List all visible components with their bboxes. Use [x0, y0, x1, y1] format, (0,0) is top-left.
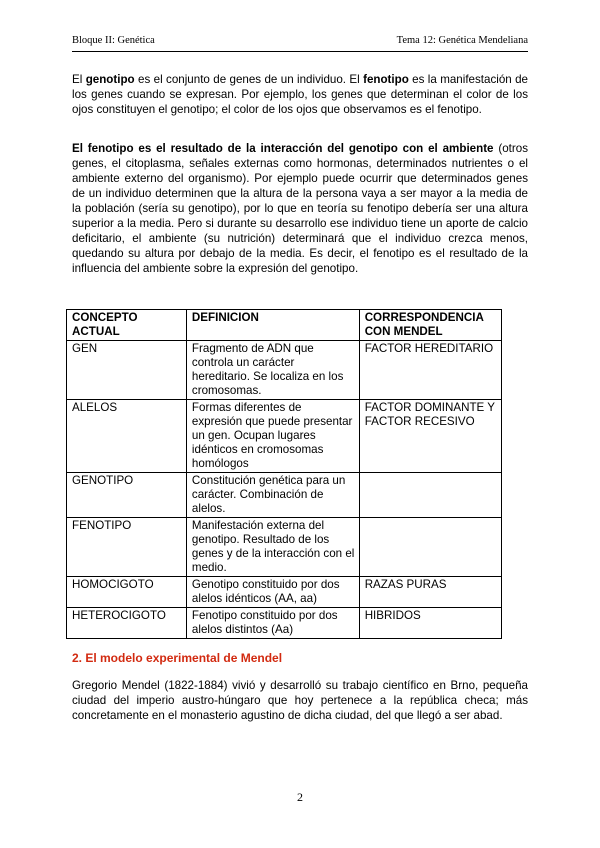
term-genotipo: genotipo — [85, 73, 135, 86]
table-row — [67, 400, 502, 473]
definition-cell: Fenotipo constituido por dos alelos distintos (Aa) — [186, 608, 359, 639]
concept-cell: FENOTIPO — [67, 518, 187, 577]
interaction-paragraph — [72, 141, 528, 276]
definition-cell: Formas diferentes de expresión que puede presentar un gen. Ocupan lugares idénticos en cromosomas homólogos — [186, 400, 359, 473]
table-header-row — [67, 310, 502, 341]
page-number: 2 — [297, 790, 303, 804]
intro-text-1: El — [72, 73, 86, 86]
concepts-table — [66, 309, 502, 639]
header-definicion: DEFINICION — [186, 310, 359, 341]
intro-text-3: es la manifestación de los genes cuando se expresan. Por ejemplo, los genes que determinan el color de los ojos constituyen el genotipo; el color de los ojos que observamos es el fenotipo. — [72, 73, 528, 116]
mendel-cell — [359, 473, 501, 518]
term-fenotipo: fenotipo — [363, 73, 409, 86]
header-correspondencia: CORRESPONDENCIA CON MENDEL — [359, 310, 501, 341]
header-rule — [72, 51, 528, 52]
mendel-cell: FACTOR DOMINANTE Y FACTOR RECESIVO — [359, 400, 501, 473]
header-concepto: CONCEPTO ACTUAL — [67, 310, 187, 341]
concept-cell: GEN — [67, 341, 187, 400]
concept-cell: GENOTIPO — [67, 473, 187, 518]
concept-cell: ALELOS — [67, 400, 187, 473]
concept-cell: HOMOCIGOTO — [67, 577, 187, 608]
table-row — [67, 518, 502, 577]
table-row — [67, 341, 502, 400]
definition-cell: Constitución genética para un carácter. Combinación de alelos. — [186, 473, 359, 518]
mendel-cell: FACTOR HEREDITARIO — [359, 341, 501, 400]
header-right: Tema 12: Genética Mendeliana — [396, 35, 528, 46]
concept-cell: HETEROCIGOTO — [67, 608, 187, 639]
mendel-cell: RAZAS PURAS — [359, 577, 501, 608]
definition-cell: Fragmento de ADN que controla un carácter hereditario. Se localiza en los cromosomas. — [186, 341, 359, 400]
mendel-cell: HIBRIDOS — [359, 608, 501, 639]
header-left: Bloque II: Genética — [72, 35, 155, 46]
section-title: 2. El modelo experimental de Mendel — [72, 651, 283, 665]
mendel-cell — [359, 518, 501, 577]
intro-paragraph — [72, 72, 528, 117]
table-row — [67, 473, 502, 518]
interaction-text: (otros genes, el citoplasma, señales externas como hormonas, determinados nutrientes o el ambiente externo del organismo). Por ejemplo puede ocurrir que determinados genes de un individuo determinen que la altura de la persona vaya a ser mayor a la media de la población (sería su genotipo), por lo que en teoría su fenotipo debería ser una altura superior a la media. Pero si durante su desarrollo ese individuo tiene un aporte de calcio deficitario, el ambiente (su nutrición) determinará que el individuo crezca menos, quedando su altura por debajo de la media. Es decir, el fenotipo es el resultado de la influencia del ambiente sobre la expresión del genotipo. — [72, 142, 528, 275]
definition-cell: Manifestación externa del genotipo. Resultado de los genes y de la interacción con el medio. — [186, 518, 359, 577]
interaction-bold: El fenotipo es el resultado de la interacción del genotipo con el ambiente — [72, 142, 494, 155]
table-row — [67, 608, 502, 639]
table-row — [67, 577, 502, 608]
mendel-paragraph: Gregorio Mendel (1822-1884) vivió y desarrolló su trabajo científico en Brno, pequeña ciudad del imperio austro-húngaro que hoy pertenece a la república checa; más concretamente en el monasterio agustino de dicha ciudad, del que llegó a ser abad. — [72, 679, 528, 722]
intro-text-2: es el conjunto de genes de un individuo. El — [134, 73, 364, 86]
definition-cell: Genotipo constituido por dos alelos idénticos (AA, aa) — [186, 577, 359, 608]
